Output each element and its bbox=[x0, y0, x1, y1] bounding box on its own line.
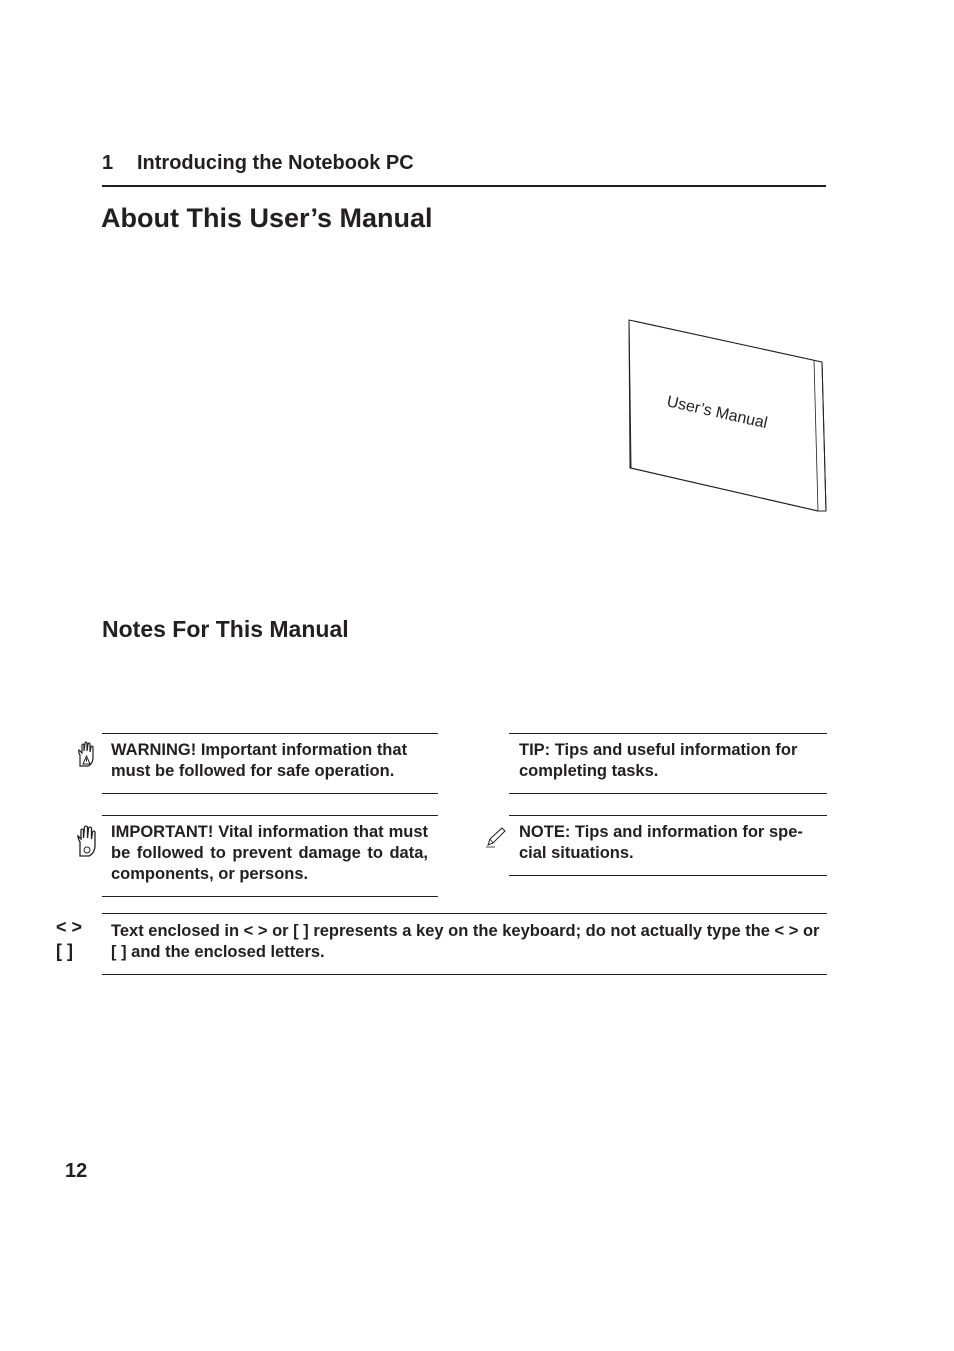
chapter-header bbox=[102, 151, 826, 187]
chapter-title: Introducing the Notebook PC bbox=[137, 152, 414, 174]
tip-text: TIP: Tips and useful information for completing tasks. bbox=[519, 741, 798, 780]
manual-label: User’s Manual bbox=[665, 393, 769, 433]
chapter-number: 1 bbox=[102, 152, 114, 174]
angle-brackets-symbol: < > bbox=[56, 917, 83, 937]
pencil-icon bbox=[485, 826, 507, 848]
important-text: IMPORTANT! Vital information that must be followed to prevent damage to data, components, or persons. bbox=[111, 823, 428, 883]
page-title: About This User’s Manual bbox=[101, 203, 433, 233]
manual-book-icon bbox=[626, 318, 830, 516]
warning-hand-icon bbox=[76, 740, 98, 768]
warning-text: WARNING! Important information that must be followed for safe operation. bbox=[111, 741, 408, 780]
stop-hand-icon bbox=[75, 824, 99, 858]
square-brackets-symbol: [ ] bbox=[56, 941, 73, 961]
notes-section-title: Notes For This Manual bbox=[102, 616, 349, 642]
keys-text: Text enclosed in < > or [ ] represents a key on the keyboard; do not actually type the < > or [ ] and the enclosed letters. bbox=[111, 922, 820, 961]
key-symbols bbox=[56, 915, 96, 963]
note-text: NOTE: Tips and information for spe-cial situations. bbox=[519, 823, 803, 862]
page-number: 12 bbox=[65, 1160, 88, 1182]
